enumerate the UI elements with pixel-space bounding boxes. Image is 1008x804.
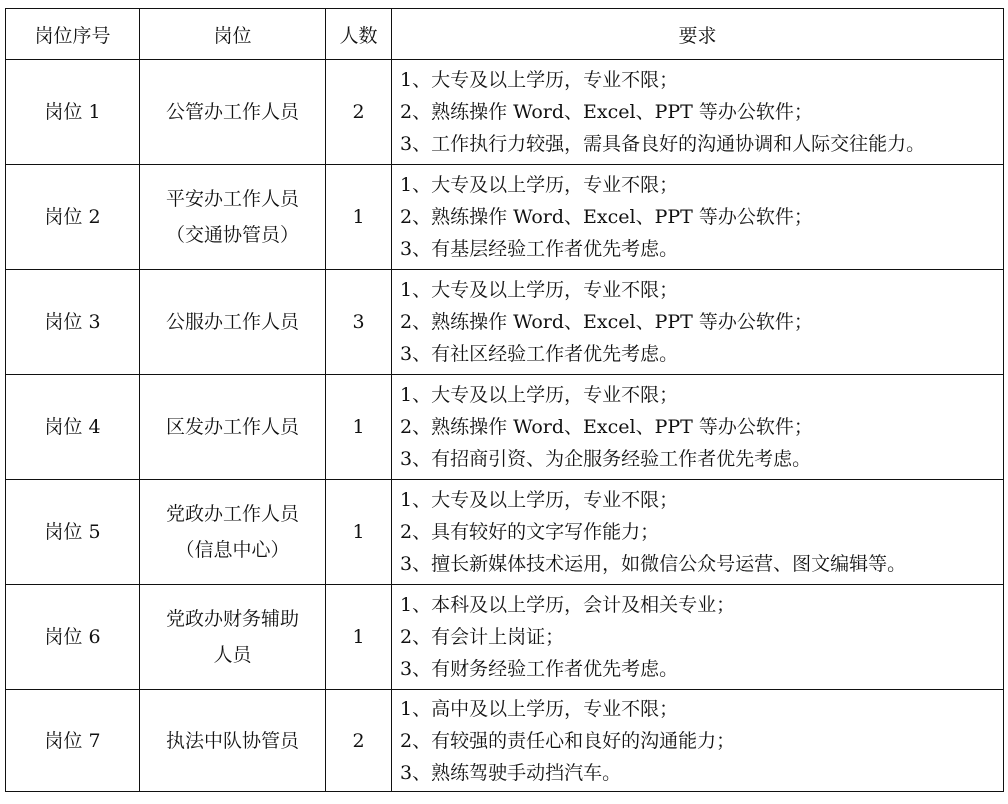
requirements-cell [392, 480, 1004, 585]
table-row [6, 375, 1004, 480]
table-row [6, 585, 1004, 690]
requirement-item: 1、大专及以上学历，专业不限； [400, 489, 679, 511]
requirements-cell [392, 60, 1004, 165]
headcount-cell: 1 [326, 480, 392, 585]
position-name-line: 人员 [213, 644, 252, 666]
headcount-cell: 1 [326, 165, 392, 270]
table-row [6, 165, 1004, 270]
headcount-cell: 2 [326, 60, 392, 165]
requirement-item: 1、大专及以上学历，专业不限； [400, 279, 679, 301]
position-name-line: 执法中队协管员 [165, 729, 299, 752]
position-name-cell [140, 60, 326, 165]
requirement-item: 2、熟练操作 Word、Excel、PPT 等办公软件； [400, 206, 813, 228]
header-seq: 岗位序号 [6, 9, 140, 60]
requirement-item: 1、大专及以上学历，专业不限； [400, 174, 679, 196]
position-seq-cell: 岗位 5 [6, 480, 140, 585]
requirement-item: 2、有较强的责任心和良好的沟通能力； [400, 729, 736, 752]
position-seq-cell: 岗位 6 [6, 585, 140, 690]
position-name-line: 党政办财务辅助 [165, 608, 299, 630]
position-name-line: 公管办工作人员 [165, 101, 299, 123]
position-seq-cell: 岗位 1 [6, 60, 140, 165]
position-name-cell [140, 375, 326, 480]
header-post: 岗位 [140, 9, 326, 60]
headcount-cell: 1 [326, 585, 392, 690]
position-seq-cell: 岗位 2 [6, 165, 140, 270]
requirement-item: 1、大专及以上学历，专业不限； [400, 69, 679, 91]
position-name-cell [140, 270, 326, 375]
requirement-item: 3、有基层经验工作者优先考虑。 [400, 238, 679, 260]
position-name-line: 平安办工作人员 [165, 188, 299, 210]
requirement-item: 2、熟练操作 Word、Excel、PPT 等办公软件； [400, 311, 813, 333]
headcount-cell: 3 [326, 270, 392, 375]
position-name-cell [140, 585, 326, 690]
table-row [6, 480, 1004, 585]
position-name-line: （信息中心） [175, 539, 290, 561]
headcount-cell: 1 [326, 375, 392, 480]
header-requirements: 要求 [392, 9, 1004, 60]
header-count: 人数 [326, 9, 392, 60]
requirement-item: 2、熟练操作 Word、Excel、PPT 等办公软件； [400, 416, 813, 438]
requirement-item: 3、有财务经验工作者优先考虑。 [400, 658, 679, 680]
requirements-cell [392, 375, 1004, 480]
requirements-cell [392, 165, 1004, 270]
position-seq-cell: 岗位 3 [6, 270, 140, 375]
table-row [6, 270, 1004, 375]
requirement-item: 3、熟练驾驶手动挡汽车。 [400, 761, 622, 784]
requirement-item: 1、大专及以上学历，专业不限； [400, 384, 679, 406]
headcount-cell: 2 [326, 690, 392, 792]
table-row [6, 60, 1004, 165]
requirement-item: 2、具有较好的文字写作能力； [400, 521, 660, 543]
position-seq-cell: 岗位 4 [6, 375, 140, 480]
requirement-item: 3、擅长新媒体技术运用，如微信公众号运营、图文编辑等。 [400, 553, 907, 575]
position-seq-cell: 岗位 7 [6, 690, 140, 792]
requirements-cell [392, 270, 1004, 375]
position-name-line: 公服办工作人员 [165, 311, 299, 333]
position-name-cell [140, 165, 326, 270]
positions-table [5, 8, 1004, 792]
requirement-item: 2、熟练操作 Word、Excel、PPT 等办公软件； [400, 101, 813, 123]
table-row [6, 690, 1004, 792]
requirement-item: 1、高中及以上学历，专业不限； [400, 697, 679, 720]
requirements-cell [392, 690, 1004, 792]
position-name-cell [140, 690, 326, 792]
requirement-item: 3、有社区经验工作者优先考虑。 [400, 343, 679, 365]
requirement-item: 1、本科及以上学历，会计及相关专业； [400, 594, 736, 616]
table-body [6, 60, 1004, 792]
position-name-line: 区发办工作人员 [165, 416, 299, 438]
requirement-item: 2、有会计上岗证； [400, 626, 565, 648]
header-row [6, 9, 1004, 60]
position-name-line: （交通协管员） [165, 224, 299, 246]
position-name-cell [140, 480, 326, 585]
position-name-line: 党政办工作人员 [165, 503, 299, 525]
requirement-item: 3、有招商引资、为企服务经验工作者优先考虑。 [400, 448, 812, 470]
requirement-item: 3、工作执行力较强，需具备良好的沟通协调和人际交往能力。 [400, 133, 926, 155]
requirements-cell [392, 585, 1004, 690]
